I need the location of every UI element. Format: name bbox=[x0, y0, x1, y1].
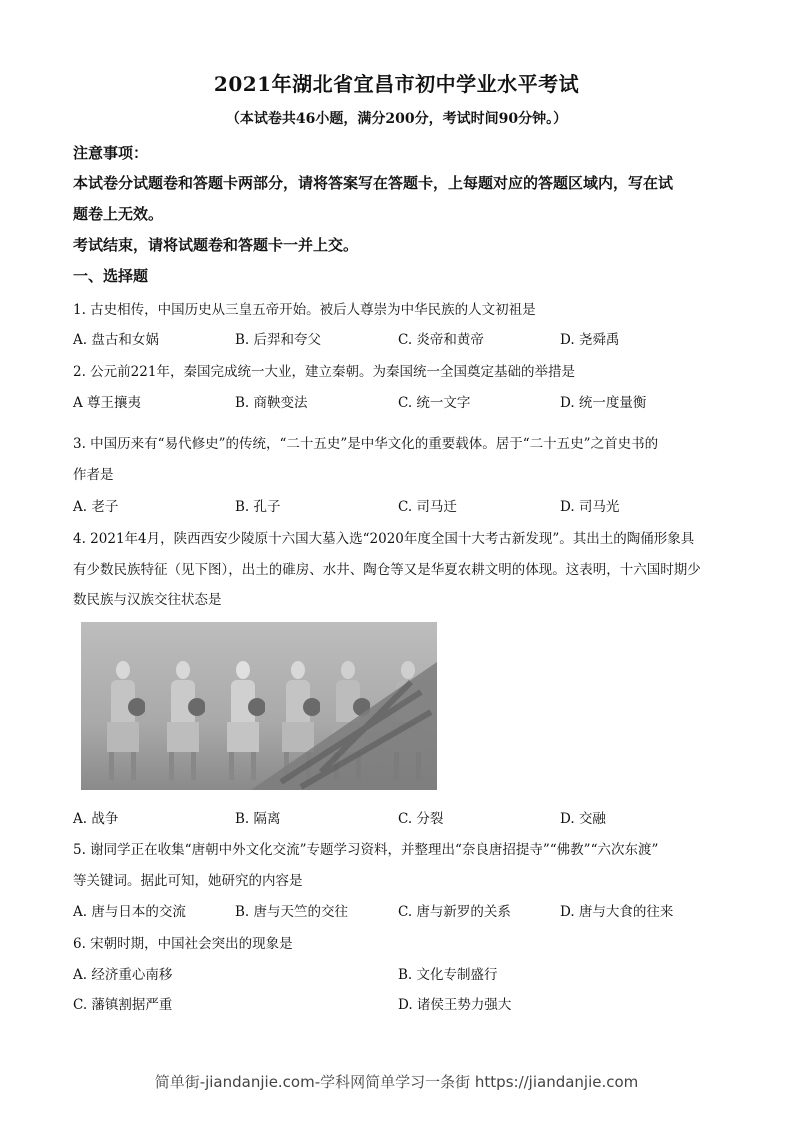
q2-option-c: C. 统一文字 bbox=[398, 395, 471, 411]
q1-option-d: D. 尧舜禹 bbox=[560, 332, 620, 348]
page-title: 2021年湖北省宜昌市初中学业水平考试 bbox=[213, 72, 580, 96]
q1-option-b: B. 后羿和夸父 bbox=[235, 332, 322, 348]
q1-option-a: A. 盘古和女娲 bbox=[73, 332, 159, 348]
notice-line-2: 考试结束，请将试题卷和答题卡一并上交。 bbox=[73, 236, 359, 254]
question-3-stem-line-1: 3. 中国历来有“易代修史”的传统，“二十五史”是中华文化的重要载体。居于“二十五史”之首史书的 bbox=[73, 436, 659, 452]
q4-option-c: C. 分裂 bbox=[398, 811, 444, 827]
q2-option-a: A 尊王攘夷 bbox=[73, 395, 142, 411]
q3-option-a: A. 老子 bbox=[73, 499, 119, 515]
question-4-stem-line-3: 数民族与汉族交往状态是 bbox=[73, 592, 222, 608]
question-5-stem-line-2: 等关键词。据此可知，她研究的内容是 bbox=[73, 873, 303, 889]
question-3-stem-line-2: 作者是 bbox=[73, 467, 114, 483]
question-4-stem-line-1: 4. 2021年4月，陕西西安少陵原十六国大墓入选“2020年度全国十大考古新发现”。其出土的陶俑形象具 bbox=[73, 531, 695, 547]
q4-option-b: B. 隔离 bbox=[235, 811, 281, 827]
q6-option-d: D. 诸侯王势力强大 bbox=[398, 997, 512, 1013]
q5-option-d: D. 唐与大食的往来 bbox=[560, 904, 674, 920]
pottery-figurines-image bbox=[81, 622, 437, 790]
q2-option-b: B. 商鞅变法 bbox=[235, 395, 308, 411]
scribble-overlay bbox=[81, 622, 437, 790]
q6-option-a: A. 经济重心南移 bbox=[73, 967, 173, 983]
q5-option-c: C. 唐与新罗的关系 bbox=[398, 904, 511, 920]
notice-line-1b: 题卷上无效。 bbox=[73, 205, 164, 223]
q4-option-a: A. 战争 bbox=[73, 811, 119, 827]
footer-watermark: 简单街-jiandanjie.com-学科网简单学习一条街 https://jiandanjie.com bbox=[154, 1073, 639, 1091]
q3-option-d: D. 司马光 bbox=[560, 499, 620, 515]
question-5-stem-line-1: 5. 谢同学正在收集“唐朝中外文化交流”专题学习资料，并整理出“奈良唐招提寺”“佛教”“六次东渡” bbox=[73, 842, 659, 858]
q3-option-b: B. 孔子 bbox=[235, 499, 281, 515]
notice-heading: 注意事项： bbox=[73, 144, 149, 162]
notice-line-1a: 本试卷分试题卷和答题卡两部分，请将答案写在答题卡，上每题对应的答题区域内，写在试 bbox=[73, 174, 674, 192]
exam-info: （本试卷共46小题，满分200分，考试时间90分钟。） bbox=[225, 111, 568, 127]
section-heading: 一、选择题 bbox=[73, 267, 149, 285]
q3-option-c: C. 司马迁 bbox=[398, 499, 457, 515]
question-2-stem: 2. 公元前221年，秦国完成统一大业，建立秦朝。为秦国统一全国奠定基础的举措是 bbox=[73, 364, 575, 380]
question-4-stem-line-2: 有少数民族特征（见下图），出土的碓房、水井、陶仓等又是华夏农耕文明的体现。这表明，十六国时期少 bbox=[73, 562, 701, 578]
q5-option-b: B. 唐与天竺的交往 bbox=[235, 904, 349, 920]
q6-option-c: C. 藩镇割据严重 bbox=[73, 997, 173, 1013]
q2-option-d: D. 统一度量衡 bbox=[560, 395, 647, 411]
q4-option-d: D. 交融 bbox=[560, 811, 606, 827]
question-6-stem: 6. 宋朝时期，中国社会突出的现象是 bbox=[73, 936, 293, 952]
q1-option-c: C. 炎帝和黄帝 bbox=[398, 332, 484, 348]
q6-option-b: B. 文化专制盛行 bbox=[398, 967, 498, 983]
question-1-stem: 1. 古史相传，中国历史从三皇五帝开始。被后人尊崇为中华民族的人文初祖是 bbox=[73, 302, 536, 318]
q5-option-a: A. 唐与日本的交流 bbox=[73, 904, 186, 920]
